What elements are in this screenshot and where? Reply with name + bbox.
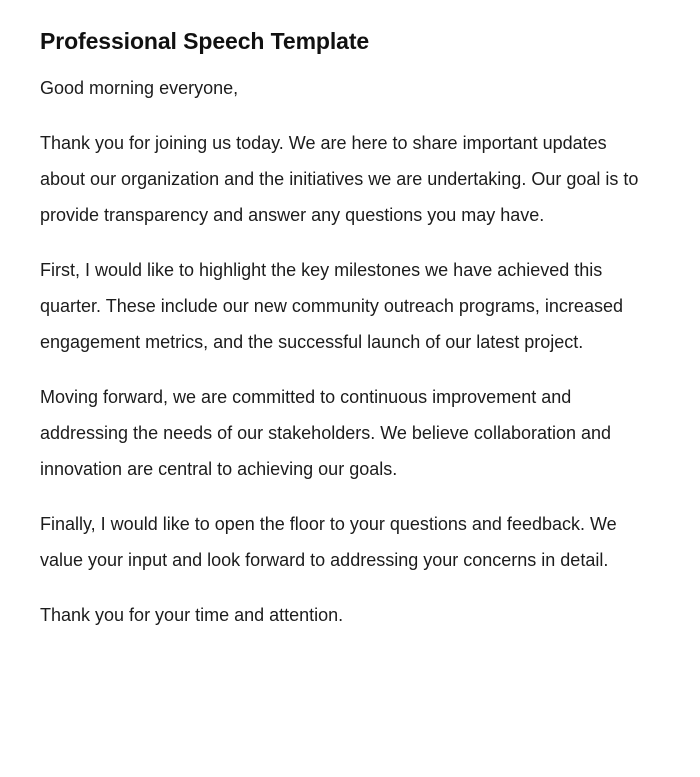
paragraph-moving-forward: Moving forward, we are committed to continuous improvement and addressing the needs of our stakeholders. We believe collaboration and innovation are central to achieving our goals.: [40, 387, 612, 479]
page-title: Professional Speech Template: [40, 28, 370, 54]
paragraph-questions: Finally, I would like to open the floor to your questions and feedback. We value your input and look forward to addressing your concerns in detail.: [40, 514, 617, 570]
paragraph-closing: Thank you for your time and attention.: [40, 605, 344, 625]
document-body: [40, 70, 640, 633]
paragraph-milestones: First, I would like to highlight the key milestones we have achieved this quarter. These include our new community outreach programs, increased engagement metrics, and the successful launch of our latest project.: [40, 260, 623, 352]
paragraph-greeting: Good morning everyone,: [40, 78, 239, 98]
paragraph-introduction: Thank you for joining us today. We are here to share important updates about our organization and the initiatives we are undertaking. Our goal is to provide transparency and answer any questions you may have.: [40, 133, 639, 225]
